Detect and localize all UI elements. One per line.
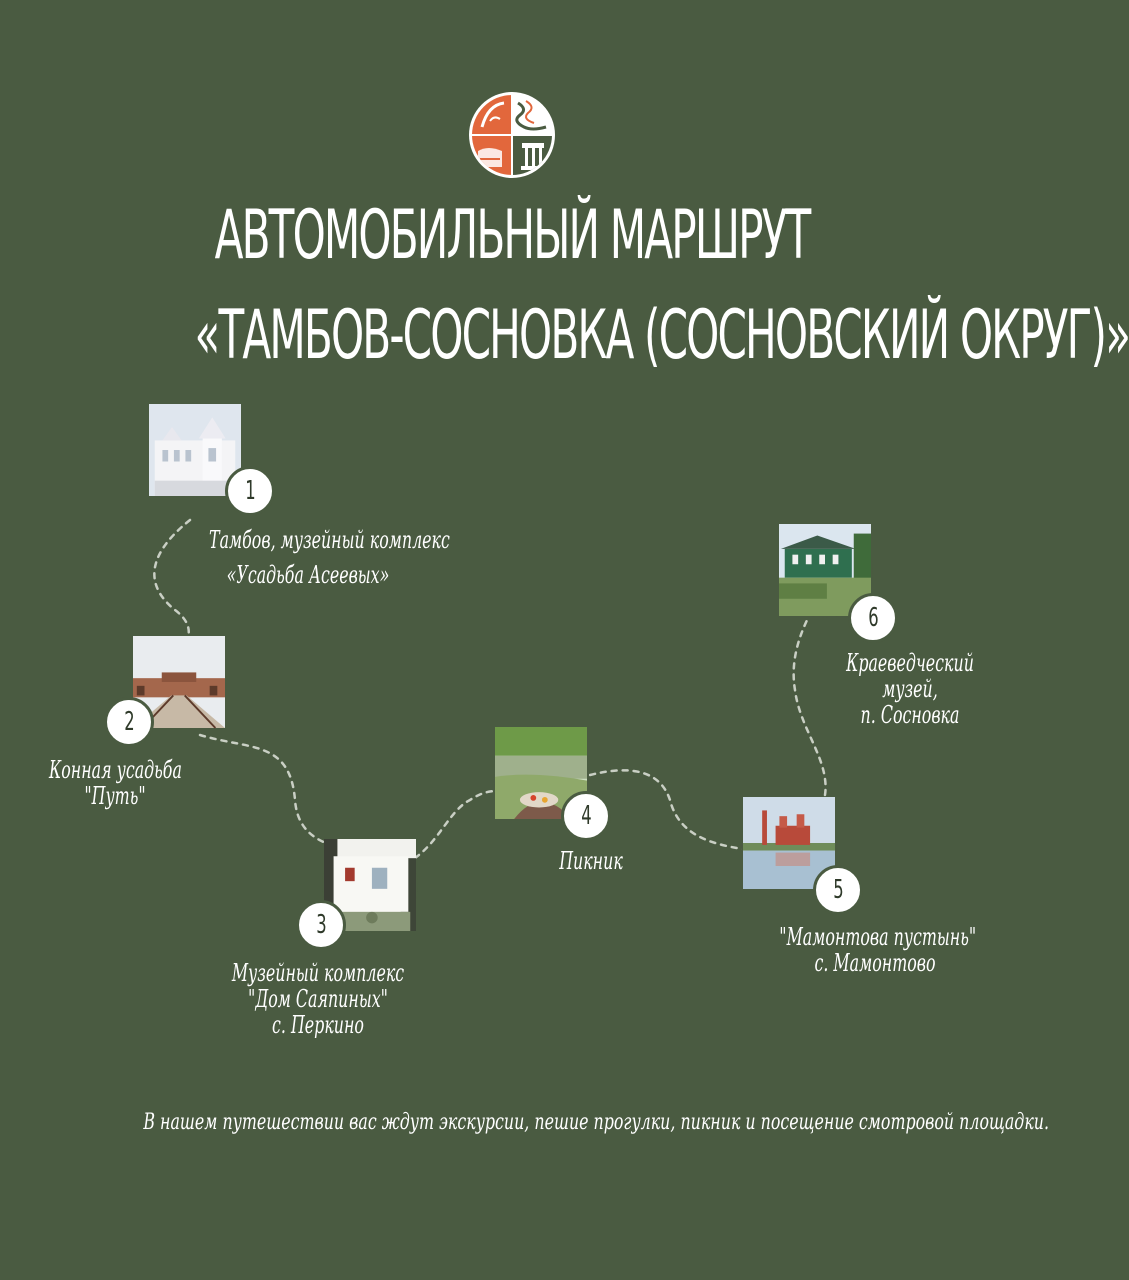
- stop-1-number-badge: 1: [225, 466, 275, 516]
- stop-2-number-badge: 2: [104, 697, 154, 747]
- route-title-line-2: «ТАМБОВ-СОСНОВКА (СОСНОВСКИЙ ОКРУГ)»: [194, 296, 1129, 375]
- stop-4-label: Пикник: [559, 847, 623, 875]
- stop-1-label: Тамбов, музейный комплекс «Усадьба Асеевых»: [209, 526, 450, 589]
- footer-description: В нашем путешествии вас ждут экскурсии, пешие прогулки, пикник и посещение смотровой площадки.: [143, 1110, 1050, 1135]
- stop-3-number-badge: 3: [296, 900, 346, 950]
- stop-6-label: Краеведческий музей, п. Сосновка: [846, 649, 974, 729]
- stop-6-number-badge: 6: [848, 593, 898, 643]
- stop-5-label: "Мамонтова пустынь" с. Мамонтово: [779, 923, 977, 977]
- stop-4-number-badge: 4: [561, 791, 611, 841]
- route-title-line-1: АВТОМОБИЛЬНЫЙ МАРШРУТ: [214, 196, 810, 275]
- stop-3-label: Музейный комплекс "Дом Саяпиных" с. Перкино: [231, 959, 405, 1039]
- stop-2-label: Конная усадьба "Путь": [49, 756, 182, 810]
- stop-5-number-badge: 5: [813, 865, 863, 915]
